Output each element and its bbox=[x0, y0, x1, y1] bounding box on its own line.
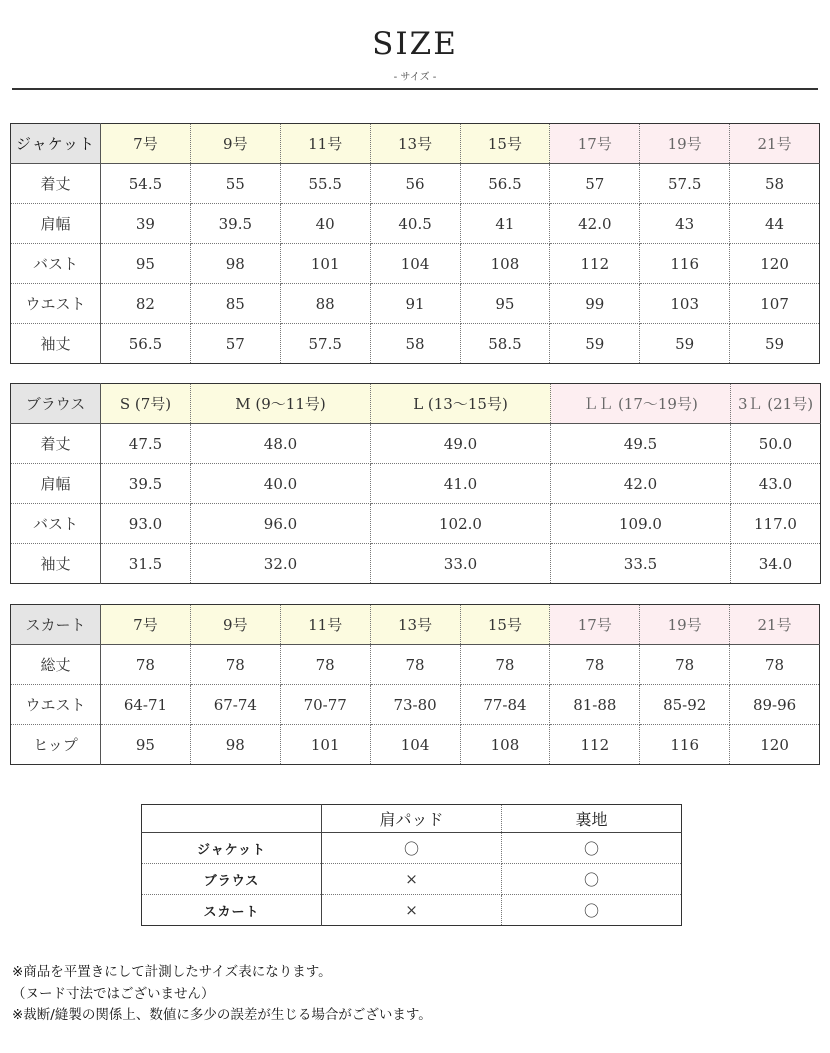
table-cell: 102.0 bbox=[371, 504, 551, 544]
table-cell: 95 bbox=[460, 284, 550, 324]
table-row bbox=[11, 424, 821, 464]
options-column-header: 肩パッド bbox=[322, 805, 502, 833]
page-title: SIZE bbox=[372, 26, 458, 62]
blouse-size-header: 3Ｌ (21号) bbox=[731, 384, 821, 424]
table-cell: 93.0 bbox=[101, 504, 191, 544]
table-cell: 47.5 bbox=[101, 424, 191, 464]
table-row bbox=[11, 504, 821, 544]
table-cell: 120 bbox=[730, 725, 820, 765]
table-cell: 78 bbox=[640, 645, 730, 685]
table-cell: 116 bbox=[640, 244, 730, 284]
table-cell: 81-88 bbox=[550, 685, 640, 725]
table-cell: 98 bbox=[190, 725, 280, 765]
table-cell: 59 bbox=[640, 324, 730, 364]
table-row bbox=[142, 833, 682, 864]
jacket-size-header: 21号 bbox=[730, 124, 820, 164]
table-row bbox=[11, 284, 820, 324]
table-cell: 56 bbox=[370, 164, 460, 204]
blouse-label: ブラウス bbox=[11, 384, 101, 424]
table-row bbox=[11, 464, 821, 504]
options-column-header: 裏地 bbox=[502, 805, 682, 833]
table-row bbox=[11, 244, 820, 284]
table-cell: 33.0 bbox=[371, 544, 551, 584]
table-cell: 42.0 bbox=[550, 204, 640, 244]
table-row bbox=[142, 895, 682, 926]
table-cell: 40.0 bbox=[191, 464, 371, 504]
blouse-size-header: M (9～11号) bbox=[191, 384, 371, 424]
row-label: 袖丈 bbox=[11, 324, 101, 364]
table-cell: 67-74 bbox=[190, 685, 280, 725]
table-cell: 55 bbox=[190, 164, 280, 204]
row-label: バスト bbox=[11, 504, 101, 544]
table-row bbox=[11, 324, 820, 364]
row-label: 肩幅 bbox=[11, 204, 101, 244]
row-label: ヒップ bbox=[11, 725, 101, 765]
table-cell: 77-84 bbox=[460, 685, 550, 725]
table-cell: 104 bbox=[370, 244, 460, 284]
table-cell: 〇 bbox=[502, 864, 682, 895]
table-cell: 101 bbox=[280, 725, 370, 765]
table-cell: × bbox=[322, 895, 502, 926]
skirt-size-header: 13号 bbox=[370, 605, 460, 645]
table-cell: 43 bbox=[640, 204, 730, 244]
table-cell: 95 bbox=[101, 725, 191, 765]
notes bbox=[12, 962, 432, 1027]
table-cell: 64-71 bbox=[101, 685, 191, 725]
skirt-size-header: 7号 bbox=[101, 605, 191, 645]
table-row bbox=[11, 725, 820, 765]
skirt-size-header: 11号 bbox=[280, 605, 370, 645]
table-cell: 78 bbox=[370, 645, 460, 685]
skirt-label: スカート bbox=[11, 605, 101, 645]
table-cell: 41 bbox=[460, 204, 550, 244]
note-line: （ヌード寸法ではございません） bbox=[12, 985, 215, 1002]
skirt-size-header: 19号 bbox=[640, 605, 730, 645]
jacket-label: ジャケット bbox=[11, 124, 101, 164]
table-row bbox=[11, 685, 820, 725]
table-cell: 57 bbox=[190, 324, 280, 364]
table-cell: 78 bbox=[550, 645, 640, 685]
note-line: ※裁断/縫製の関係上、数値に多少の誤差が生じる場合がございます。 bbox=[12, 1007, 432, 1023]
jacket-size-header: 19号 bbox=[640, 124, 730, 164]
table-cell: 95 bbox=[101, 244, 191, 284]
table-cell: 48.0 bbox=[191, 424, 371, 464]
row-label: 着丈 bbox=[11, 164, 101, 204]
row-label: スカート bbox=[142, 895, 322, 926]
table-cell: 78 bbox=[460, 645, 550, 685]
row-label: ウエスト bbox=[11, 685, 101, 725]
skirt-header-row bbox=[11, 605, 820, 645]
row-label: 肩幅 bbox=[11, 464, 101, 504]
table-cell: 82 bbox=[101, 284, 191, 324]
table-cell: 34.0 bbox=[731, 544, 821, 584]
jacket-size-header: 7号 bbox=[101, 124, 191, 164]
table-cell: 103 bbox=[640, 284, 730, 324]
table-cell: 58.5 bbox=[460, 324, 550, 364]
table-cell: 98 bbox=[190, 244, 280, 284]
table-cell: 112 bbox=[550, 244, 640, 284]
row-label: ジャケット bbox=[142, 833, 322, 864]
row-label: 総丈 bbox=[11, 645, 101, 685]
table-cell: 58 bbox=[370, 324, 460, 364]
table-cell: 112 bbox=[550, 725, 640, 765]
note-line: ※商品を平置きにして計測したサイズ表になります。 bbox=[12, 964, 332, 980]
blouse-size-header: L (13～15号) bbox=[371, 384, 551, 424]
table-cell: 91 bbox=[370, 284, 460, 324]
table-row bbox=[142, 864, 682, 895]
table-row bbox=[11, 164, 820, 204]
table-cell: 57.5 bbox=[280, 324, 370, 364]
row-label: 袖丈 bbox=[11, 544, 101, 584]
jacket-header-row bbox=[11, 124, 820, 164]
table-cell: 109.0 bbox=[551, 504, 731, 544]
skirt-size-header: 9号 bbox=[190, 605, 280, 645]
table-cell: 39 bbox=[101, 204, 191, 244]
table-row bbox=[11, 204, 820, 244]
jacket-size-header: 17号 bbox=[550, 124, 640, 164]
table-cell: 70-77 bbox=[280, 685, 370, 725]
table-cell: 50.0 bbox=[731, 424, 821, 464]
table-cell: 57 bbox=[550, 164, 640, 204]
row-label: ウエスト bbox=[11, 284, 101, 324]
skirt-size-header: 21号 bbox=[730, 605, 820, 645]
table-cell: 117.0 bbox=[731, 504, 821, 544]
table-cell: 49.5 bbox=[551, 424, 731, 464]
options-corner-cell bbox=[142, 805, 322, 833]
table-cell: 39.5 bbox=[101, 464, 191, 504]
table-cell: 56.5 bbox=[101, 324, 191, 364]
table-cell: 〇 bbox=[322, 833, 502, 864]
blouse-size-header: ＬＬ (17～19号) bbox=[551, 384, 731, 424]
table-cell: 59 bbox=[730, 324, 820, 364]
table-cell: 101 bbox=[280, 244, 370, 284]
table-row bbox=[11, 645, 820, 685]
table-cell: 78 bbox=[280, 645, 370, 685]
table-cell: 39.5 bbox=[190, 204, 280, 244]
table-cell: 40 bbox=[280, 204, 370, 244]
table-cell: 107 bbox=[730, 284, 820, 324]
table-cell: 31.5 bbox=[101, 544, 191, 584]
blouse-size-header: S (7号) bbox=[101, 384, 191, 424]
table-cell: 41.0 bbox=[371, 464, 551, 504]
options-table bbox=[141, 804, 682, 926]
table-cell: 89-96 bbox=[730, 685, 820, 725]
table-cell: 78 bbox=[730, 645, 820, 685]
jacket-size-header: 15号 bbox=[460, 124, 550, 164]
table-row bbox=[11, 544, 821, 584]
table-cell: 108 bbox=[460, 244, 550, 284]
row-label: バスト bbox=[11, 244, 101, 284]
table-cell: 〇 bbox=[502, 895, 682, 926]
table-cell: 104 bbox=[370, 725, 460, 765]
table-cell: 40.5 bbox=[370, 204, 460, 244]
table-cell: 55.5 bbox=[280, 164, 370, 204]
table-cell: 120 bbox=[730, 244, 820, 284]
options-header-row bbox=[142, 805, 682, 833]
title-divider bbox=[12, 88, 818, 90]
table-cell: 78 bbox=[190, 645, 280, 685]
table-cell: 116 bbox=[640, 725, 730, 765]
row-label: 着丈 bbox=[11, 424, 101, 464]
table-cell: 56.5 bbox=[460, 164, 550, 204]
table-cell: 85 bbox=[190, 284, 280, 324]
table-cell: 42.0 bbox=[551, 464, 731, 504]
row-label: ブラウス bbox=[142, 864, 322, 895]
table-cell: 44 bbox=[730, 204, 820, 244]
table-cell: 49.0 bbox=[371, 424, 551, 464]
table-cell: 85-92 bbox=[640, 685, 730, 725]
skirt-size-table bbox=[10, 604, 820, 765]
table-cell: 33.5 bbox=[551, 544, 731, 584]
table-cell: 43.0 bbox=[731, 464, 821, 504]
table-cell: 32.0 bbox=[191, 544, 371, 584]
table-cell: 108 bbox=[460, 725, 550, 765]
blouse-header-row bbox=[11, 384, 821, 424]
table-cell: 78 bbox=[101, 645, 191, 685]
table-cell: 58 bbox=[730, 164, 820, 204]
table-cell: 96.0 bbox=[191, 504, 371, 544]
table-cell: 54.5 bbox=[101, 164, 191, 204]
jacket-size-header: 13号 bbox=[370, 124, 460, 164]
table-cell: 73-80 bbox=[370, 685, 460, 725]
blouse-size-table bbox=[10, 383, 821, 584]
jacket-size-header: 9号 bbox=[190, 124, 280, 164]
jacket-size-header: 11号 bbox=[280, 124, 370, 164]
skirt-size-header: 15号 bbox=[460, 605, 550, 645]
table-cell: 57.5 bbox=[640, 164, 730, 204]
jacket-size-table bbox=[10, 123, 820, 364]
table-cell: × bbox=[322, 864, 502, 895]
page-subtitle: - サイズ - bbox=[393, 72, 437, 83]
table-cell: 〇 bbox=[502, 833, 682, 864]
table-cell: 59 bbox=[550, 324, 640, 364]
table-cell: 88 bbox=[280, 284, 370, 324]
table-cell: 99 bbox=[550, 284, 640, 324]
skirt-size-header: 17号 bbox=[550, 605, 640, 645]
